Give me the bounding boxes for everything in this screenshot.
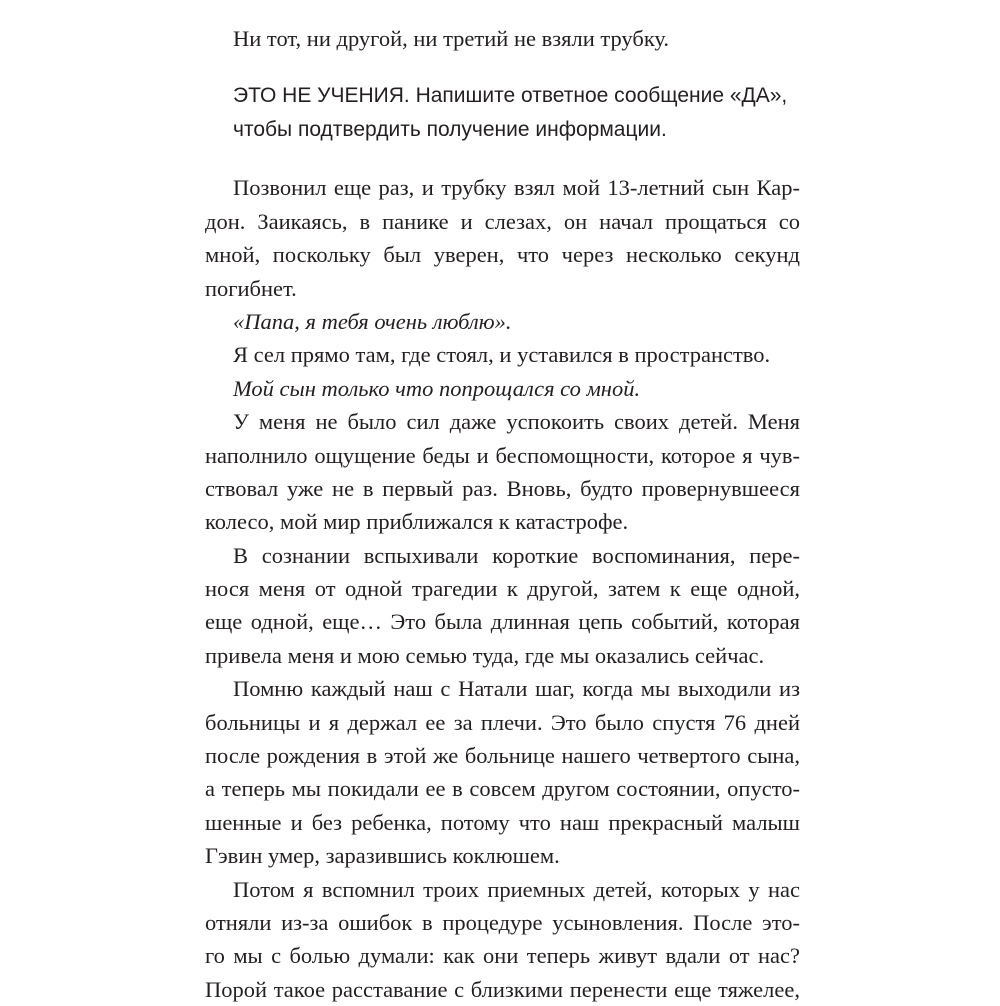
text-line: еще одной, еще… Это была длинная цепь событий, которая bbox=[205, 609, 800, 635]
book-page bbox=[205, 22, 800, 1006]
paragraph bbox=[205, 405, 800, 539]
text-line: ствовал уже не в первый раз. Вновь, будто провернувшееся bbox=[205, 475, 800, 501]
alert-message-line: ЭТО НЕ УЧЕНИЯ. Напишите ответное сообщение «ДА», bbox=[233, 84, 788, 108]
paragraph bbox=[205, 539, 800, 673]
text-line: привела меня и мою семью туда, где мы оказались сейчас. bbox=[205, 642, 765, 668]
opening-line: Ни тот, ни другой, ни третий не взяли трубку. bbox=[233, 26, 670, 51]
paragraph bbox=[205, 171, 800, 305]
alert-message bbox=[205, 79, 800, 147]
text-line: Порой такое расставание с близкими перенести еще тяжелее, bbox=[205, 976, 800, 1002]
text-line: после рождения в этой же больнице нашего четвертого сына, bbox=[205, 743, 800, 769]
paragraph bbox=[205, 672, 800, 872]
text-line: Помню каждый наш с Натали шаг, когда мы выходили из bbox=[233, 676, 800, 702]
text-line: дон. Заикаясь, в панике и слезах, он начал прощаться со bbox=[205, 208, 800, 234]
text-line: Потом я вспомнил троих приемных детей, которых у нас bbox=[233, 876, 800, 902]
text-line: шенные и без ребенка, потому что наш прекрасный малыш bbox=[205, 809, 800, 835]
text-line: погибнет. bbox=[205, 275, 297, 301]
text-line: а теперь мы покидали ее в совсем другом состоянии, опусто- bbox=[205, 776, 800, 802]
text-line: Я сел прямо там, где стоял, и уставился в пространство. bbox=[233, 342, 771, 368]
text-line: Позвонил еще раз, и трубку взял мой 13-летний сын Кар- bbox=[233, 175, 800, 201]
text-line: го мы с болью думали: как они теперь живут вдали от нас? bbox=[205, 943, 800, 969]
text-line: В сознании вспыхивали короткие воспоминания, пере- bbox=[233, 542, 800, 568]
thought-line: Мой сын только что попрощался со мной. bbox=[233, 375, 641, 401]
text-line: наполнило ощущение беды и беспомощности, которое я чув- bbox=[205, 442, 800, 468]
text-line: нося меня от одной трагедии к другой, затем к еще одной, bbox=[205, 576, 800, 602]
text-line: Гэвин умер, заразившись коклюшем. bbox=[205, 843, 560, 869]
text-line: колесо, мой мир приближался к катастрофе. bbox=[205, 509, 629, 535]
text-line: мной, поскольку был уверен, что через несколько секунд bbox=[205, 242, 800, 268]
alert-message-line: чтобы подтвердить получение информации. bbox=[233, 118, 667, 142]
quote-line: «Папа, я тебя очень люблю». bbox=[233, 308, 512, 334]
text-line: У меня не было сил даже успокоить своих детей. Меня bbox=[233, 409, 800, 435]
paragraph bbox=[205, 873, 800, 1006]
text-line: отняли из-за ошибок в процедуре усыновления. После это- bbox=[205, 909, 800, 935]
text-line: больницы и я держал ее за плечи. Это было спустя 76 дней bbox=[205, 709, 800, 735]
